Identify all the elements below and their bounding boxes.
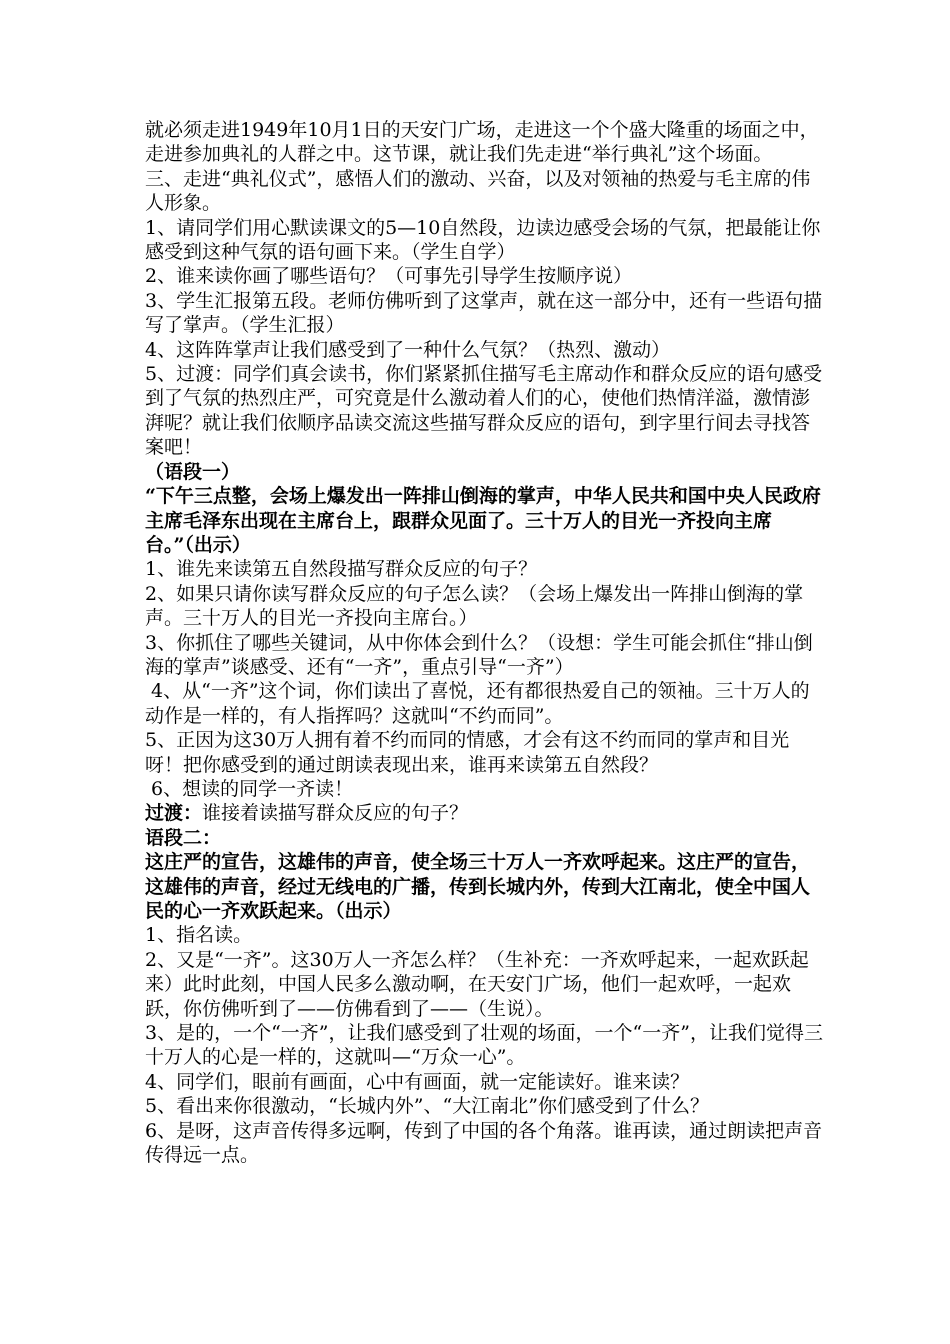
passage-quote: 这庄严的宣告，这雄伟的声音，使全场三十万人一齐欢呼起来。这庄严的宣告，这雄伟的声音，经过无线电的广播，传到长城内外，传到大江南北，使全中国人民的心一齐欢跃起来。（出示） — [145, 851, 811, 922]
paragraph: 6、是呀，这声音传得多远啊，传到了中国的各个角落。谁再读，通过朗读把声音传得远一点。 — [145, 1119, 823, 1167]
paragraph: 1、谁先来读第五自然段描写群众反应的句子？ — [145, 558, 538, 581]
paragraph: 1、请同学们用心默读课文的5—10自然段，边读边感受会场的气氛，把最能让你感受到这种气氛的语句画下来。（学生自学） — [145, 216, 821, 264]
paragraph: 6、想读的同学一齐读！ — [145, 777, 354, 800]
paragraph: 3、是的，一个“一齐”，让我们感受到了壮观的场面，一个“一齐”，让我们觉得三十万人的心是一样的，这就叫—“万众一心”。 — [145, 1022, 823, 1069]
paragraph: 2、如果只请你读写群众反应的句子怎么读？（会场上爆发出一阵排山倒海的掌声。三十万人的目光一齐投向主席台。） — [145, 582, 804, 630]
paragraph: 5、过渡：同学们真会读书，你们紧紧抓住描写毛主席动作和群众反应的语句感受到了气氛的热烈庄严，可究竟是什么激动着人们的心，使他们热情洋溢，激情澎湃呢？就让我们依顺序品读交流这些描写群众反应的语句，到字里行间去寻找答案吧！ — [145, 363, 823, 459]
paragraph: 5、看出来你很激动，“长城内外”、“大江南北”你们感受到了什么？ — [145, 1095, 709, 1118]
paragraph: 2、谁来读你画了哪些语句？（可事先引导学生按顺序说） — [145, 265, 633, 288]
paragraph: 4、同学们，眼前有画面，心中有画面，就一定能读好。谁来读？ — [145, 1070, 690, 1093]
paragraph: 1、指名读。 — [145, 924, 253, 947]
passage-label: （语段一） — [145, 460, 241, 483]
paragraph: 5、正因为这30万人拥有着不约而同的情感，才会有这不约而同的掌声和目光呀！把你感受到的通过朗读表现出来，谁再来读第五自然段？ — [145, 729, 790, 776]
paragraph: 3、学生汇报第五段。老师仿佛听到了这掌声，就在这一部分中，还有一些语句描写了掌声。（学生汇报） — [145, 289, 823, 337]
passage-label: 语段二： — [145, 826, 222, 849]
paragraph: 就必须走进1949年10月1日的天安门广场，走进这一个个盛大隆重的场面之中，走进参加典礼的人群之中。这节课，就让我们先走进“举行典礼”这个场面。 — [145, 119, 819, 166]
paragraph: 4、这阵阵掌声让我们感受到了一种什么气氛？（热烈、激动） — [145, 338, 671, 361]
paragraph: 4、从“一齐”这个词，你们读出了喜悦，还有都很热爱自己的领袖。三十万人的动作是一样的，有人指挥吗？这就叫“不约而同”。 — [145, 680, 810, 727]
passage-quote: “下午三点整，会场上爆发出一阵排山倒海的掌声，中华人民共和国中央人民政府主席毛泽东出现在主席台上，跟群众见面了。三十万人的目光一齐投向主席台。”（出示） — [145, 485, 821, 556]
document-page — [145, 118, 825, 1167]
transition-lead: 过渡： — [145, 802, 203, 825]
transition-line — [145, 801, 825, 825]
transition-text: 谁接着读描写群众反应的句子？ — [202, 802, 469, 825]
section-heading: 三、走进“典礼仪式”，感悟人们的激动、兴奋，以及对领袖的热爱与毛主席的伟人形象。 — [145, 167, 811, 215]
paragraph: 3、你抓住了哪些关键词，从中你体会到什么？（设想：学生可能会抓住“排山倒海的掌声”谈感受、还有“一齐”，重点引导“一齐”） — [145, 631, 813, 678]
paragraph: 2、又是“一齐”。这30万人一齐怎么样？（生补充：一齐欢呼起来，一起欢跃起来）此时此刻，中国人民多么激动啊，在天安门广场，他们一起欢呼，一起欢跃，你仿佛听到了——仿佛看到了——（生说）。 — [145, 948, 809, 1020]
